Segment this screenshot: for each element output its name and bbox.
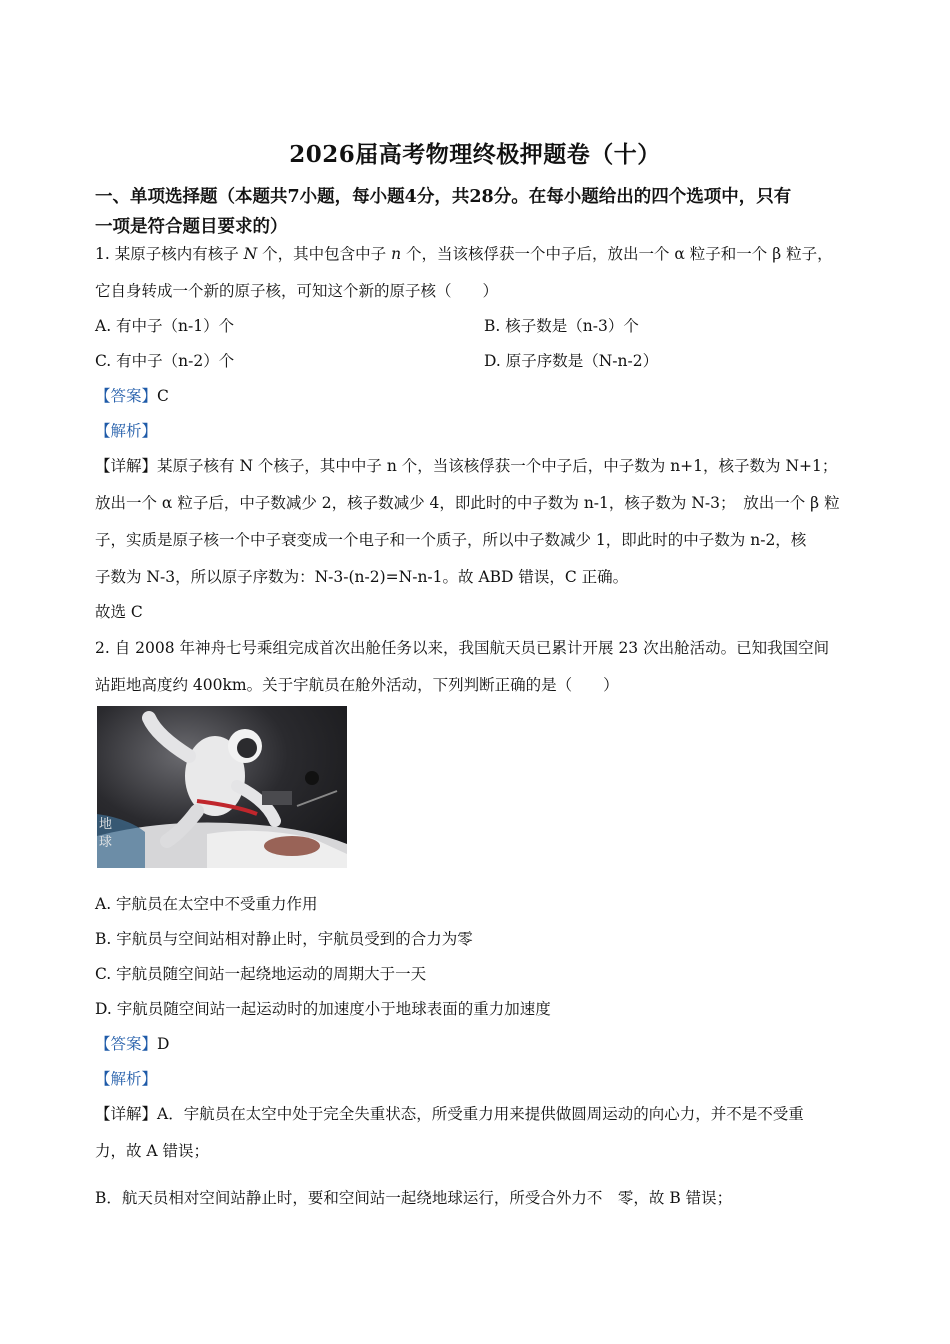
q1-analysis-tag [95, 419, 157, 441]
q2-stem-line1: 2. 自 2008 年神舟七号乘组完成首次出舱任务以来，我国航天员已累计开展 23 次出舱活动。已知我国空间 [95, 639, 830, 657]
q2-analysis-tag [95, 1067, 157, 1089]
q2-option-a: A. 宇航员在太空中不受重力作用 [95, 895, 318, 913]
q2-detail-line3: B．航天员相对空间站静止时，要和空间站一起绕地球运行，所受合外力不 零，故 B 错误； [95, 1189, 733, 1207]
detail-tag: 【详解】 [95, 457, 158, 475]
q2-option-c: C. 宇航员随空间站一起绕地运动的周期大于一天 [95, 965, 427, 983]
q1-stem-line2: 它自身转成一个新的原子核，可知这个新的原子核（ ） [95, 282, 499, 300]
q1-stem-var-n: n [391, 245, 402, 263]
q2-answer [95, 1032, 169, 1054]
q1-option-a: A. 有中子（n-1）个 [95, 317, 235, 335]
earth-label: 地球 [99, 817, 113, 850]
analysis-tag: 【解析】 [95, 422, 158, 440]
answer-tag: 【答案】 [95, 387, 158, 405]
section-heading-line1: 一、单项选择题（本题共7小题，每小题4分，共28分。在每小题给出的四个选项中，只有 [95, 187, 792, 207]
answer-value: C [157, 387, 169, 405]
astronaut-illustration [97, 706, 347, 868]
q1-detail-line3: 子，实质是原子核一个中子衰变成一个电子和一个质子，所以中子数减少 1，即此时的中子数为 n-2，核 [95, 531, 807, 549]
q1-stem-text: 个，当该核俘获一个中子后，放出一个 α 粒子和一个 β 粒子， [401, 245, 833, 263]
q2-stem-line2: 站距地高度约 400km。关于宇航员在舱外活动，下列判断正确的是（ ） [95, 676, 619, 694]
answer-tag: 【答案】 [95, 1035, 158, 1053]
q1-detail-line2: 放出一个 α 粒子后，中子数减少 2，核子数减少 4，即此时的中子数为 n-1，核子数为 N-3； 放出一个 β 粒 [95, 494, 840, 512]
analysis-tag: 【解析】 [95, 1070, 158, 1088]
detail-text: 某原子核有 N 个核子，其中中子 n 个，当该核俘获一个中子后，中子数为 n+1，核子数为 N+1； [157, 457, 838, 475]
astronaut-photo [97, 706, 347, 868]
q1-stem-var-N: N [243, 245, 258, 263]
q2-option-b: B. 宇航员与空间站相对静止时，宇航员受到的合力为零 [95, 930, 473, 948]
q1-conclusion: 故选 C [95, 603, 143, 621]
q2-detail-line1 [95, 1102, 804, 1124]
q1-stem-text: 1. 某原子核内有核子 [95, 245, 244, 263]
page-title: 2026届高考物理终极押题卷（十） [289, 141, 661, 168]
detail-tag: 【详解】 [95, 1105, 158, 1123]
q2-detail-line2: 力，故 A 错误； [95, 1142, 210, 1160]
q1-option-b: B. 核子数是（n-3）个 [484, 317, 639, 335]
q1-stem-line1 [95, 242, 833, 264]
q1-stem-text: 个，其中包含中子 [257, 245, 392, 263]
q1-answer [95, 384, 169, 406]
section-heading-line2: 一项是符合题目要求的） [95, 217, 288, 237]
detail-text: A．宇航员在太空中处于完全失重状态，所受重力用来提供做圆周运动的向心力，并不是不受重 [157, 1105, 804, 1123]
q1-detail-line4: 子数为 N-3，所以原子序数为：N-3-(n-2)=N-n-1。故 ABD 错误，C 正确。 [95, 568, 629, 586]
q1-option-d: D. 原子序数是（N-n-2） [484, 352, 659, 370]
answer-value: D [157, 1035, 170, 1053]
q1-detail-line1 [95, 454, 837, 476]
q1-option-c: C. 有中子（n-2）个 [95, 352, 235, 370]
q2-option-d: D. 宇航员随空间站一起运动时的加速度小于地球表面的重力加速度 [95, 1000, 551, 1018]
